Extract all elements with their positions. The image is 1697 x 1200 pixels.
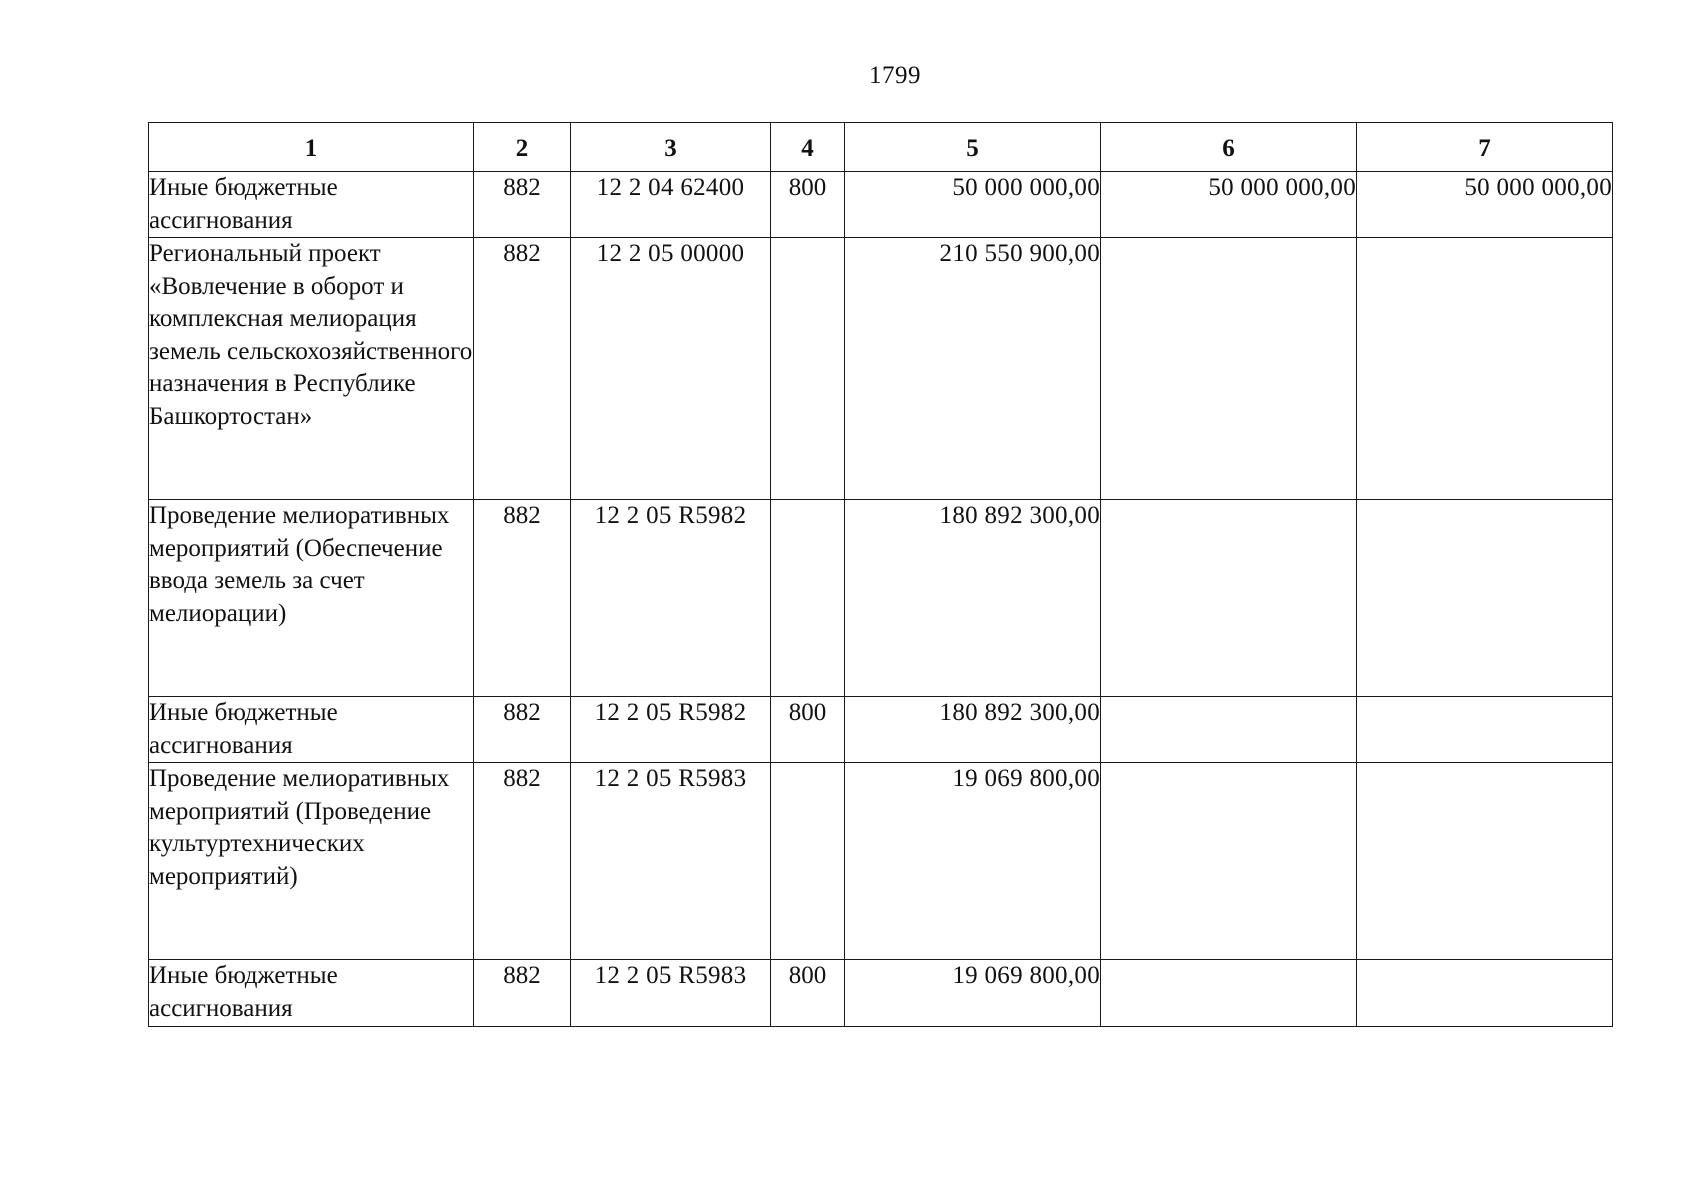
row-amount-6 [1101,500,1357,697]
row-target-code: 12 2 05 R5982 [571,500,771,697]
row-expense-type: 800 [771,172,845,238]
row-amount-6 [1101,960,1357,1027]
row-amount-5: 19 069 800,00 [845,960,1101,1027]
header-row [149,123,1613,172]
row-amount-7 [1357,960,1613,1027]
header-col-1: 1 [149,123,474,172]
row-target-code: 12 2 04 62400 [571,172,771,238]
row-amount-5: 19 069 800,00 [845,763,1101,960]
row-amount-5: 50 000 000,00 [845,172,1101,238]
row-amount-5: 180 892 300,00 [845,697,1101,763]
row-expense-type [771,763,845,960]
table-row [149,697,1613,763]
row-amount-7 [1357,763,1613,960]
row-expense-type: 800 [771,697,845,763]
row-expense-type [771,500,845,697]
header-col-5: 5 [845,123,1101,172]
row-code: 882 [474,697,571,763]
header-col-2: 2 [474,123,571,172]
row-code: 882 [474,960,571,1027]
row-amount-7 [1357,238,1613,500]
row-code: 882 [474,238,571,500]
row-target-code: 12 2 05 R5983 [571,763,771,960]
row-name: Иные бюджетные ассигнования [149,697,474,763]
row-amount-6 [1101,763,1357,960]
row-name: Иные бюджетные ассигнования [149,172,474,238]
row-code: 882 [474,500,571,697]
header-col-3: 3 [571,123,771,172]
row-target-code: 12 2 05 00000 [571,238,771,500]
row-amount-6 [1101,697,1357,763]
header-col-7: 7 [1357,123,1613,172]
header-col-4: 4 [771,123,845,172]
row-amount-5: 210 550 900,00 [845,238,1101,500]
row-expense-type: 800 [771,960,845,1027]
row-amount-7 [1357,697,1613,763]
page-number: 1799 [869,62,921,89]
header-col-6: 6 [1101,123,1357,172]
row-amount-5: 180 892 300,00 [845,500,1101,697]
row-code: 882 [474,763,571,960]
row-name: Иные бюджетные ассигнования [149,960,474,1027]
budget-table [148,122,1613,1027]
row-target-code: 12 2 05 R5983 [571,960,771,1027]
row-code: 882 [474,172,571,238]
row-target-code: 12 2 05 R5982 [571,697,771,763]
row-name: Региональный проект «Вовлечение в оборот и комплексная мелиорация земель сельскохозяйственного назначения в Республике Башкортостан» [149,238,474,500]
row-amount-6: 50 000 000,00 [1101,172,1357,238]
row-expense-type [771,238,845,500]
row-name: Проведение мелиоративных мероприятий (Обеспечение ввода земель за счет мелиорации) [149,500,474,697]
table-row [149,500,1613,697]
table-row [149,763,1613,960]
table-row [149,238,1613,500]
table-row [149,172,1613,238]
row-amount-7: 50 000 000,00 [1357,172,1613,238]
row-amount-6 [1101,238,1357,500]
row-name: Проведение мелиоративных мероприятий (Проведение культуртехнических мероприятий) [149,763,474,960]
row-amount-7 [1357,500,1613,697]
table-row [149,960,1613,1027]
